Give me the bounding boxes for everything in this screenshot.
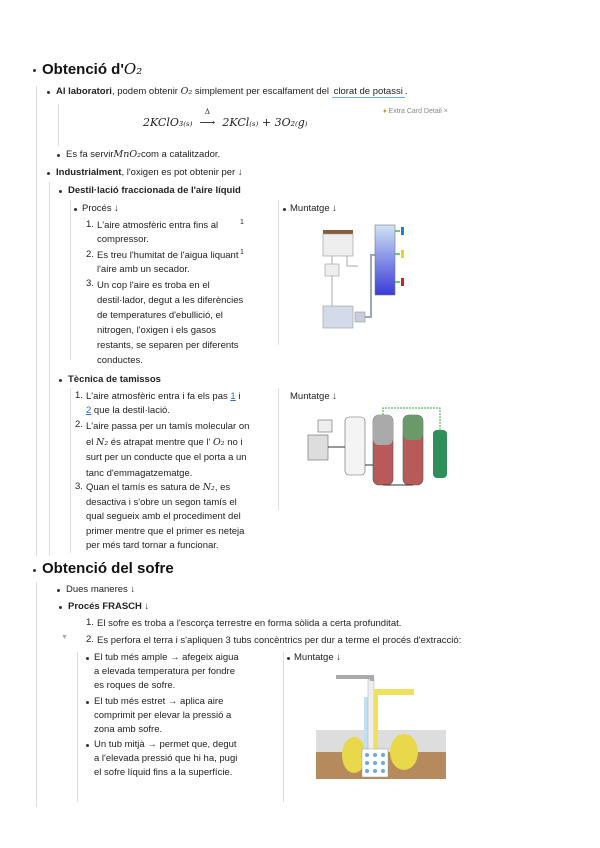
catalyst-math: MnO₂ xyxy=(113,149,141,160)
industrial-item xyxy=(56,166,243,180)
frasch-diagram xyxy=(316,667,446,779)
frasch-step: Es perfora el terra i s'apliquen 3 tubs concèntrics per dur a terme el procés d'extracció: xyxy=(97,635,462,646)
formula-right: 2KCl₍ₛ₎ + 3O₂₍g₎ xyxy=(222,116,308,129)
step-math: N₂ xyxy=(96,436,109,448)
list-number: 2. xyxy=(75,419,83,430)
collapse-triangle-icon[interactable]: ▼ xyxy=(61,634,68,641)
sieves-step xyxy=(86,390,246,418)
sieves-step xyxy=(86,481,246,554)
assembly-toggle[interactable]: Muntatge ↓ xyxy=(290,391,337,402)
frasch-step: El sofre es troba a l'escorça terrestre en forma sòlida a certa profunditat. xyxy=(97,618,402,629)
catalyst-item xyxy=(66,148,220,162)
lab-item xyxy=(56,85,407,99)
arrow-down-icon: ↓ xyxy=(237,167,243,178)
step-link-1[interactable]: 1 xyxy=(230,391,236,402)
heading-math: O₂ xyxy=(123,60,143,78)
bullet xyxy=(86,744,89,747)
formula-block-border xyxy=(58,104,59,146)
indent-guide xyxy=(36,582,37,807)
bullet xyxy=(283,208,286,211)
frasch-toggle[interactable]: Procés FRASCH ↓ xyxy=(68,601,150,612)
list-number: 2. xyxy=(86,249,94,260)
sieves-step xyxy=(86,419,250,481)
close-icon[interactable]: × xyxy=(443,108,448,115)
ref-marker[interactable]: 1 xyxy=(240,219,244,226)
arrow-label: Δ xyxy=(204,108,210,116)
step-math: O₂ xyxy=(212,436,225,448)
flame-icon: ♦ xyxy=(383,108,387,115)
column-divider xyxy=(278,388,279,510)
list-number: 3. xyxy=(86,278,94,289)
sieves-title: Tècnica de tamissos xyxy=(68,374,161,385)
list-number: 1. xyxy=(75,390,83,401)
bullet xyxy=(86,701,89,704)
step-text: no i surt per un conducte que el porta a un tanc d'emmagatzematge. xyxy=(86,436,247,479)
list-number: 3. xyxy=(75,481,83,492)
bullet xyxy=(47,172,50,175)
indent-guide xyxy=(36,86,37,556)
step-text: , es desactiva i s'obre un segon tamís el qual segueix amb el procediment del primer mentre que el primer es neteja per més tard tornar a funcionar. xyxy=(86,482,245,551)
distillation-step: Es treu l'humitat de l'aigua liquant l'aire amb un secador. xyxy=(97,250,239,275)
step-math: N₂ xyxy=(202,482,215,493)
assembly-toggle[interactable]: Muntatge ↓ xyxy=(294,652,341,663)
tube-item: El tub més estret → aplica aire comprimit per elevar la pressió a zona amb sofre. xyxy=(94,696,232,735)
step-text: L'aire atmosfèric entra i fa els pas xyxy=(86,391,231,402)
bullet xyxy=(33,69,36,72)
tube-item: Un tub mitjà → permet que, degut a l'elevada pressió que hi ha, pugi el sofre líquid fins a la superfície. xyxy=(94,739,238,778)
indent-guide xyxy=(77,652,78,802)
ref-marker[interactable]: 1 xyxy=(240,249,244,256)
sieves-diagram xyxy=(305,405,463,489)
formula: 2KClO₃₍ₛ₎ Δ ⟶ 2KCl₍ₛ₎ + 3O₂₍g₎ xyxy=(143,108,308,129)
bullet xyxy=(57,154,60,157)
process-toggle[interactable]: Procés ↓ xyxy=(82,203,119,214)
list-number: 2. xyxy=(86,634,94,645)
step-text: és atrapat mentre que l' xyxy=(108,436,213,448)
step-text: L'aire passa per un tamís molecular on el xyxy=(86,421,250,448)
indent-guide xyxy=(49,182,50,556)
heading-text: Obtenció d' xyxy=(42,61,124,78)
catalyst-text: Es fa servir xyxy=(66,149,114,160)
ways-toggle[interactable]: Dues maneres ↓ xyxy=(66,584,136,595)
distillation-step: L'aire atmosfèric entra fins al compressor. xyxy=(97,220,219,245)
lab-end: . xyxy=(404,86,408,97)
distillation-diagram xyxy=(303,220,423,332)
lab-text2: simplement per escalfament del xyxy=(192,86,332,97)
bullet xyxy=(74,208,77,211)
formula-left: 2KClO₃₍ₛ₎ xyxy=(143,116,193,129)
bullet xyxy=(33,569,36,572)
industrial-bold: Industrialment xyxy=(56,167,122,178)
section-heading-sulfur: Obtenció del sofre xyxy=(42,560,174,577)
bullet xyxy=(59,379,62,382)
catalyst-text2: com a catalitzador. xyxy=(140,149,221,160)
indent-guide xyxy=(70,388,71,553)
list-number: 1. xyxy=(86,219,94,230)
lab-math: O₂ xyxy=(180,86,193,97)
step-text: Quan el tamís es satura de xyxy=(86,482,203,493)
clorat-link[interactable]: clorat de potassi xyxy=(333,86,403,97)
bullet xyxy=(47,91,50,94)
indent-guide xyxy=(70,200,71,360)
step-text: i xyxy=(235,391,241,402)
tube-item: El tub més ample → afegeix aigua a elevada temperatura per fondre es roques de sofre. xyxy=(94,652,239,691)
distillation-title: Destil·lació fraccionada de l'aire líquid xyxy=(68,185,241,196)
assembly-toggle[interactable]: Muntatge ↓ xyxy=(290,203,337,214)
lab-bold: Al laboratori xyxy=(56,86,112,97)
column-divider xyxy=(278,200,279,345)
column-divider xyxy=(283,652,284,802)
extra-card-label: Extra Card Detail xyxy=(388,108,442,115)
step-text: que la destil·lació. xyxy=(91,405,170,416)
bullet xyxy=(86,657,89,660)
step-link-2[interactable]: 2 xyxy=(86,405,92,416)
section-heading-oxygen xyxy=(42,60,142,78)
bullet xyxy=(287,657,290,660)
extra-card-detail[interactable] xyxy=(383,108,448,115)
bullet xyxy=(57,589,60,592)
industrial-text: , l'oxigen es pot obtenir per xyxy=(121,167,236,178)
bullet xyxy=(59,606,62,609)
list-number: 1. xyxy=(86,617,94,628)
lab-text: , podem obtenir xyxy=(111,86,181,97)
distillation-step: Un cop l'aire es troba en el destil·lador, degut a les diferències de temperatures d'ebullició, el nitrogen, l'oxigen i els gasos restants, se separen per diferents conductes. xyxy=(97,280,244,366)
bullet xyxy=(59,190,62,193)
